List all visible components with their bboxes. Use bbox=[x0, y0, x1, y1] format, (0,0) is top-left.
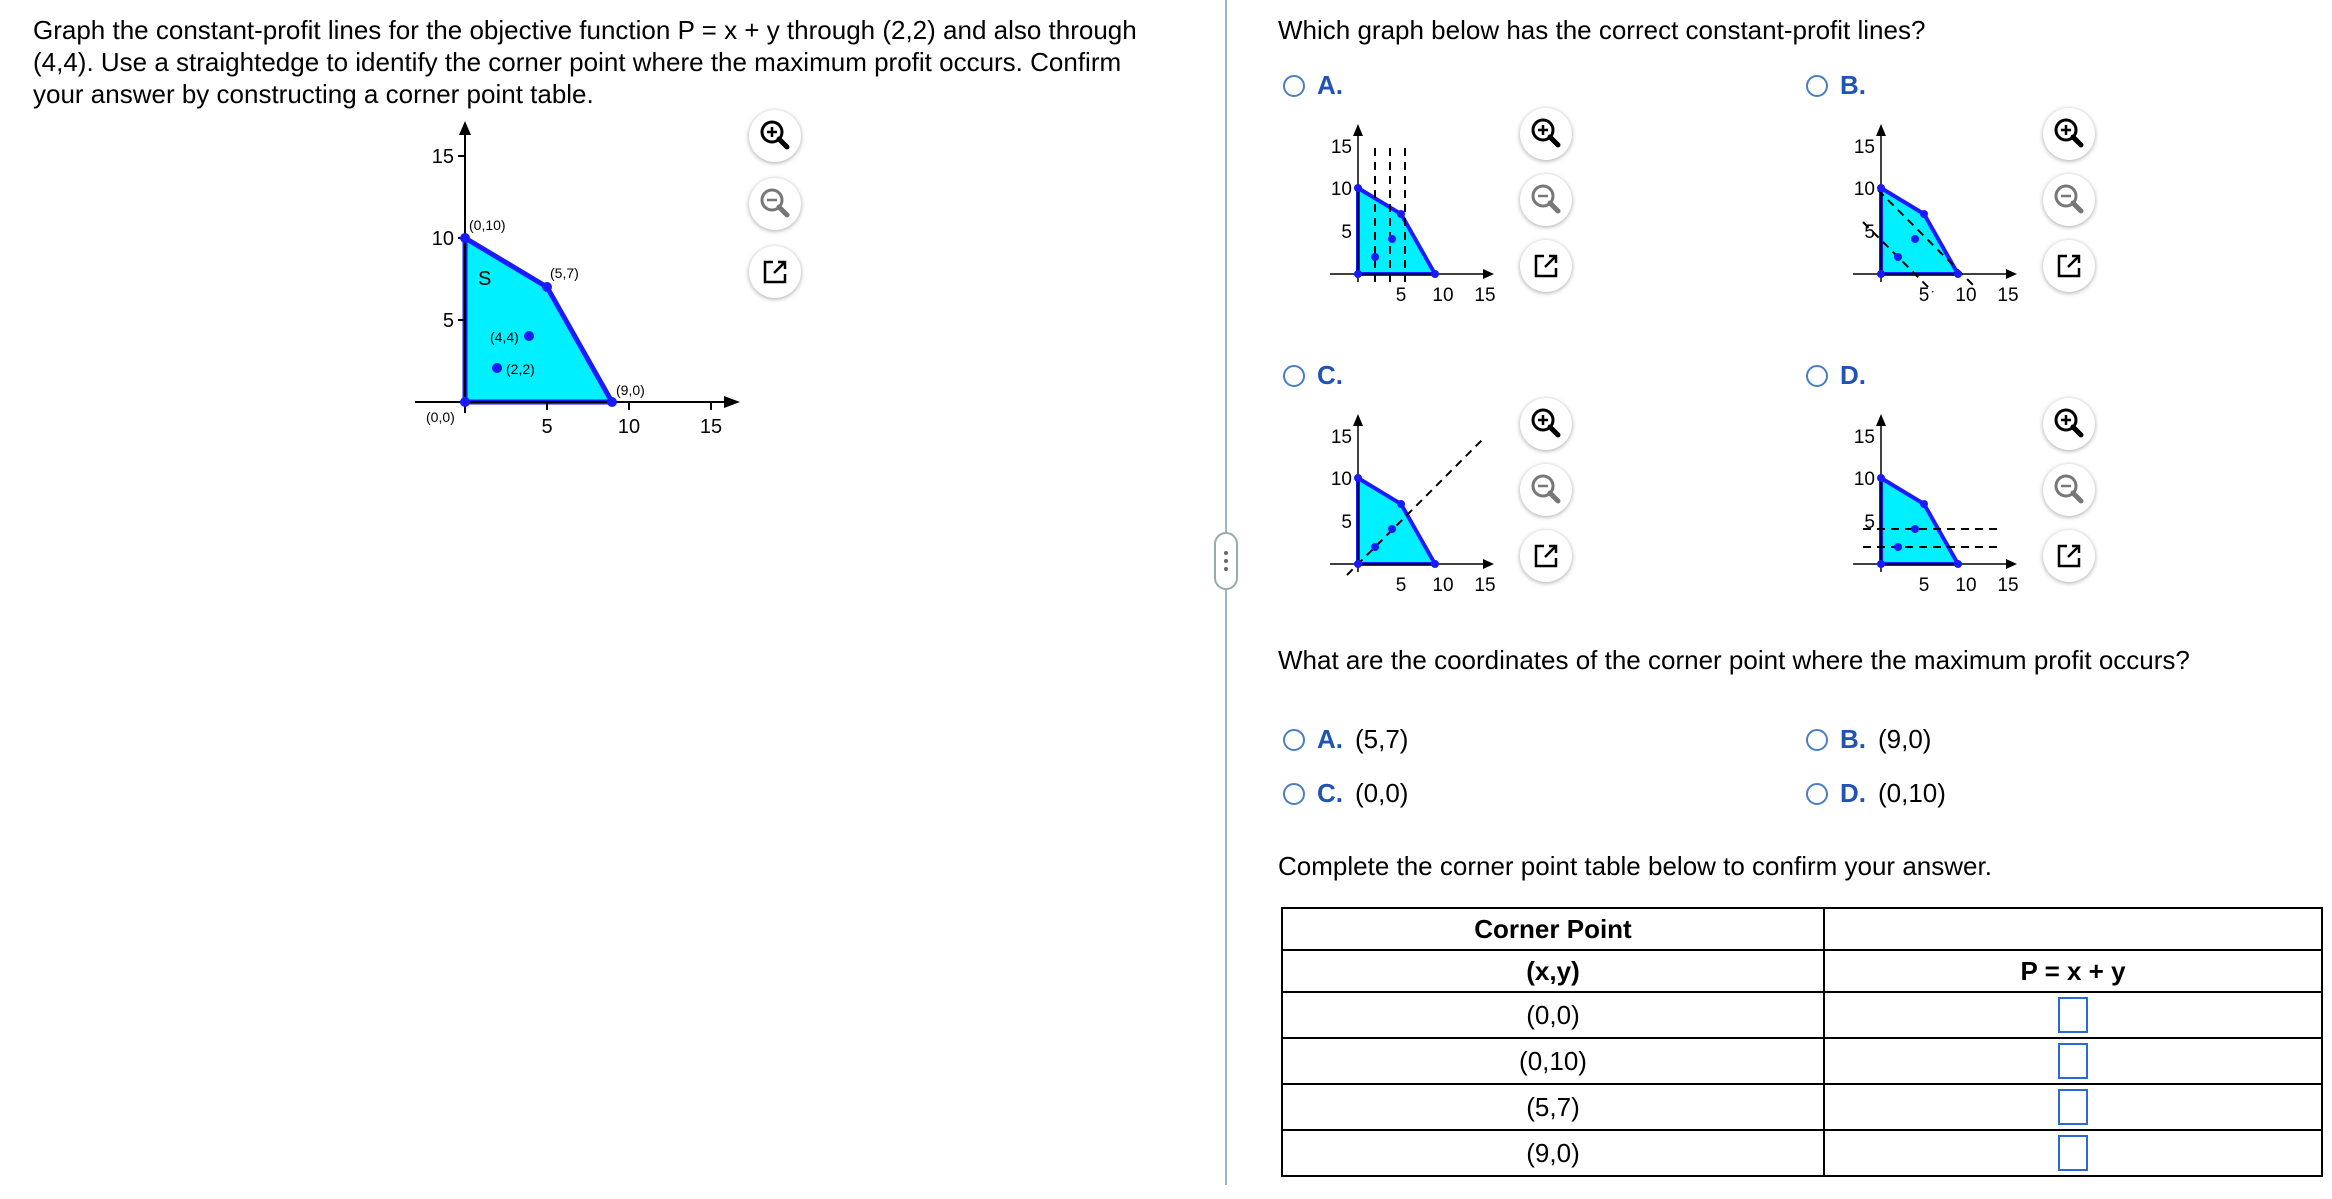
zoom-in-button[interactable] bbox=[749, 110, 801, 162]
profit-input[interactable] bbox=[2058, 1043, 2088, 1079]
pane-resize-handle[interactable] bbox=[1214, 532, 1238, 590]
svg-text:5: 5 bbox=[1918, 285, 1930, 306]
zoom-out-button[interactable] bbox=[2043, 464, 2095, 516]
svg-text:15: 15 bbox=[1474, 285, 1496, 306]
question-graph-choice: Which graph below has the correct constant-profit lines? bbox=[1278, 15, 1926, 45]
feasible-region bbox=[465, 238, 612, 402]
zoom-out-button[interactable] bbox=[749, 178, 801, 230]
x-tick-label: 10 bbox=[617, 416, 641, 438]
main-graph bbox=[410, 115, 760, 450]
radio-button[interactable] bbox=[1283, 365, 1305, 387]
svg-text:10: 10 bbox=[1330, 179, 1352, 200]
point-label: (2,2) bbox=[506, 361, 535, 377]
profit-input[interactable] bbox=[2058, 1135, 2088, 1171]
zoom-out-icon bbox=[2056, 186, 2081, 211]
zoom-in-icon bbox=[2056, 410, 2081, 435]
profit-input[interactable] bbox=[2058, 997, 2088, 1033]
x-tick-label: 5 bbox=[541, 416, 553, 438]
popout-button[interactable] bbox=[2043, 530, 2095, 582]
radio-button[interactable] bbox=[1806, 783, 1828, 805]
popout-button[interactable] bbox=[749, 246, 801, 298]
radio-button[interactable] bbox=[1806, 729, 1828, 751]
svg-text:15: 15 bbox=[1997, 285, 2019, 306]
svg-text:15: 15 bbox=[1997, 575, 2019, 596]
zoom-out-icon bbox=[1533, 476, 1558, 501]
svg-text:5: 5 bbox=[1864, 512, 1875, 533]
answer-option-c[interactable]: C. (0,0) bbox=[1283, 778, 1408, 809]
popout-icon bbox=[765, 262, 785, 282]
table-header: (x,y) bbox=[1282, 950, 1824, 992]
zoom-in-button[interactable] bbox=[2043, 398, 2095, 450]
table-row: (0,0) bbox=[1282, 992, 2322, 1038]
zoom-out-icon bbox=[1533, 186, 1558, 211]
zoom-out-icon bbox=[2056, 476, 2081, 501]
svg-text:15: 15 bbox=[1330, 137, 1352, 158]
pane-divider bbox=[1225, 0, 1227, 1185]
table-row: (0,10) bbox=[1282, 1038, 2322, 1084]
radio-button[interactable] bbox=[1283, 729, 1305, 751]
table-header: P = x + y bbox=[1824, 950, 2322, 992]
answer-option-b[interactable]: B. (9,0) bbox=[1806, 724, 1931, 755]
graph-option-a[interactable]: A. bbox=[1283, 70, 1343, 101]
profit-input[interactable] bbox=[2058, 1089, 2088, 1125]
zoom-in-icon bbox=[1533, 410, 1558, 435]
popout-button[interactable] bbox=[2043, 240, 2095, 292]
popout-icon bbox=[1536, 546, 1556, 566]
zoom-in-button[interactable] bbox=[1520, 108, 1572, 160]
graph-option-c[interactable]: C. bbox=[1283, 360, 1343, 391]
popout-button[interactable] bbox=[1520, 530, 1572, 582]
svg-text:10: 10 bbox=[1955, 285, 1977, 306]
y-tick-label: 5 bbox=[442, 310, 454, 332]
svg-text:10: 10 bbox=[1955, 575, 1977, 596]
vertex-label: (9,0) bbox=[616, 382, 645, 398]
zoom-out-button[interactable] bbox=[1520, 464, 1572, 516]
x-tick-label: 15 bbox=[699, 416, 723, 438]
region-label: S bbox=[478, 268, 492, 290]
table-row: (5,7) bbox=[1282, 1084, 2322, 1130]
answer-option-a[interactable]: A. (5,7) bbox=[1283, 724, 1408, 755]
zoom-out-button[interactable] bbox=[1520, 174, 1572, 226]
point-4-4 bbox=[524, 331, 534, 341]
point-label: (4,4) bbox=[490, 329, 519, 345]
svg-text:15: 15 bbox=[1330, 427, 1352, 448]
radio-button[interactable] bbox=[1283, 75, 1305, 97]
svg-text:10: 10 bbox=[1330, 469, 1352, 490]
svg-text:10: 10 bbox=[1853, 179, 1875, 200]
zoom-in-icon bbox=[1533, 120, 1558, 145]
zoom-in-icon bbox=[762, 122, 787, 147]
svg-text:10: 10 bbox=[1432, 575, 1454, 596]
svg-text:5: 5 bbox=[1395, 285, 1407, 306]
svg-text:15: 15 bbox=[1853, 137, 1875, 158]
svg-text:15: 15 bbox=[1853, 427, 1875, 448]
vertex-label: (0,10) bbox=[469, 217, 506, 233]
popout-icon bbox=[2059, 546, 2079, 566]
popout-button[interactable] bbox=[1520, 240, 1572, 292]
zoom-in-button[interactable] bbox=[2043, 108, 2095, 160]
zoom-out-icon bbox=[762, 190, 787, 215]
zoom-in-icon bbox=[2056, 120, 2081, 145]
svg-text:10: 10 bbox=[1853, 469, 1875, 490]
svg-text:5: 5 bbox=[1918, 575, 1930, 596]
radio-button[interactable] bbox=[1283, 783, 1305, 805]
zoom-in-button[interactable] bbox=[1520, 398, 1572, 450]
graph-option-d[interactable]: D. bbox=[1806, 360, 1866, 391]
graph-option-b[interactable]: B. bbox=[1806, 70, 1866, 101]
svg-text:5: 5 bbox=[1395, 575, 1407, 596]
vertex-label: (5,7) bbox=[550, 265, 579, 281]
question-table: Complete the corner point table below to confirm your answer. bbox=[1278, 851, 1992, 881]
popout-icon bbox=[1536, 256, 1556, 276]
answer-option-d[interactable]: D. (0,10) bbox=[1806, 778, 1946, 809]
table-row: (9,0) bbox=[1282, 1130, 2322, 1176]
svg-text:5: 5 bbox=[1864, 222, 1875, 243]
svg-text:10: 10 bbox=[1432, 285, 1454, 306]
x-axis-arrow bbox=[724, 396, 740, 408]
corner-point-table bbox=[1281, 907, 2323, 1177]
vertex-label: (0,0) bbox=[426, 409, 455, 425]
radio-button[interactable] bbox=[1806, 75, 1828, 97]
point-2-2 bbox=[492, 363, 502, 373]
y-tick-label: 10 bbox=[431, 228, 454, 250]
question-max-corner: What are the coordinates of the corner point where the maximum profit occurs? bbox=[1278, 645, 2190, 675]
svg-text:5: 5 bbox=[1341, 222, 1352, 243]
popout-icon bbox=[2059, 256, 2079, 276]
zoom-out-button[interactable] bbox=[2043, 174, 2095, 226]
svg-text:5: 5 bbox=[1341, 512, 1352, 533]
problem-text: Graph the constant-profit lines for the objective function P = x + y through (2,2) and also through (4,4). Use a straightedge to identify the corner point where the maximum profit occurs. Confirm your answer by constructing a corner point table. bbox=[33, 15, 1137, 109]
radio-button[interactable] bbox=[1806, 365, 1828, 387]
svg-text:15: 15 bbox=[1474, 575, 1496, 596]
y-axis-arrow bbox=[459, 121, 471, 135]
y-tick-label: 15 bbox=[431, 146, 454, 168]
table-header: Corner Point bbox=[1282, 908, 1824, 950]
